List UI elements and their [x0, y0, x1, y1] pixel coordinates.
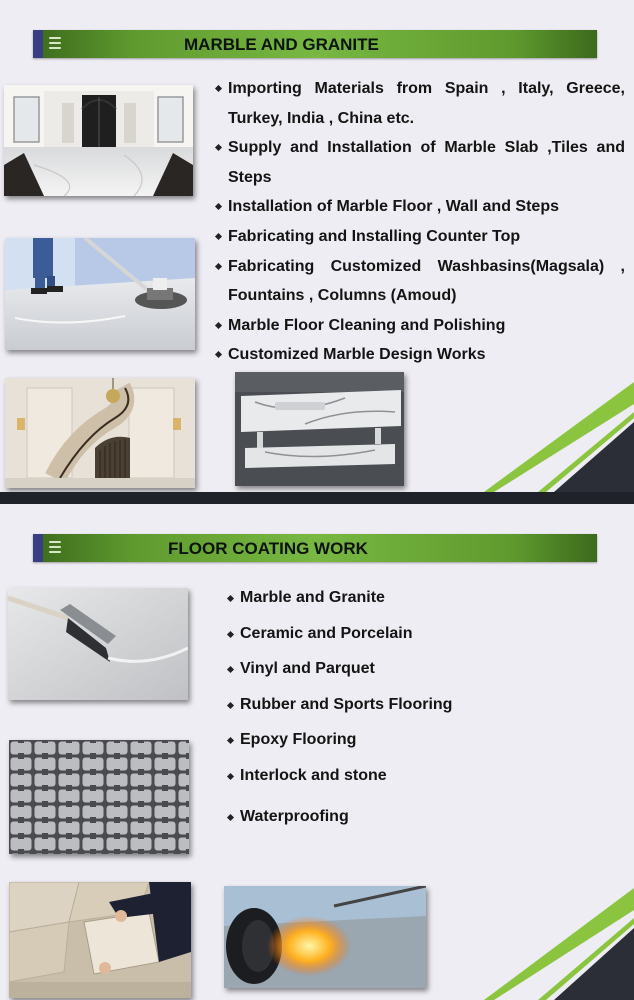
tile-installation-photo [9, 882, 191, 998]
menu-lines-icon [49, 541, 61, 555]
section-title: FLOOR COATING WORK [168, 539, 368, 558]
list-item: Ceramic and Porcelain [240, 624, 600, 644]
spiral-staircase-photo [5, 378, 195, 488]
floor-coating-list [240, 588, 600, 827]
list-item: Customized Marble Design Works [228, 340, 625, 370]
section-title-bar [33, 534, 597, 562]
marble-washbasin-photo [235, 372, 404, 486]
floor-coating-section [0, 504, 634, 1000]
marble-hallway-photo [4, 85, 193, 196]
list-item: Importing Materials from Spain , Italy, Greece, Turkey, India , China etc. [228, 74, 625, 133]
section-title-bar [33, 30, 597, 58]
list-item: Interlock and stone [240, 766, 600, 786]
corner-decoration [484, 382, 634, 492]
section-title: MARBLE AND GRANITE [184, 35, 379, 54]
list-item: Installation of Marble Floor , Wall and Steps [228, 192, 625, 222]
list-item: Epoxy Flooring [240, 730, 600, 750]
list-item: Marble Floor Cleaning and Polishing [228, 311, 625, 341]
marble-granite-section [0, 0, 634, 492]
floor-polishing-photo [5, 238, 195, 350]
interlock-pavers-photo [9, 740, 189, 854]
title-bar-tab [33, 30, 43, 58]
list-item: Marble and Granite [240, 588, 600, 608]
section-divider [0, 492, 634, 504]
waterproofing-torch-photo [224, 886, 426, 988]
menu-lines-icon [49, 37, 61, 51]
list-item: Supply and Installation of Marble Slab ,Tiles and Steps [228, 133, 625, 192]
corner-decoration [484, 888, 634, 1000]
list-item: Rubber and Sports Flooring [240, 695, 600, 715]
epoxy-roller-photo [8, 588, 188, 700]
list-item: Waterproofing [240, 807, 600, 827]
list-item: Vinyl and Parquet [240, 659, 600, 679]
list-item: Fabricating Customized Washbasins(Magsala) , Fountains , Columns (Amoud) [228, 252, 625, 311]
marble-services-list [228, 74, 625, 370]
title-bar-tab [33, 534, 43, 562]
list-item: Fabricating and Installing Counter Top [228, 222, 625, 252]
